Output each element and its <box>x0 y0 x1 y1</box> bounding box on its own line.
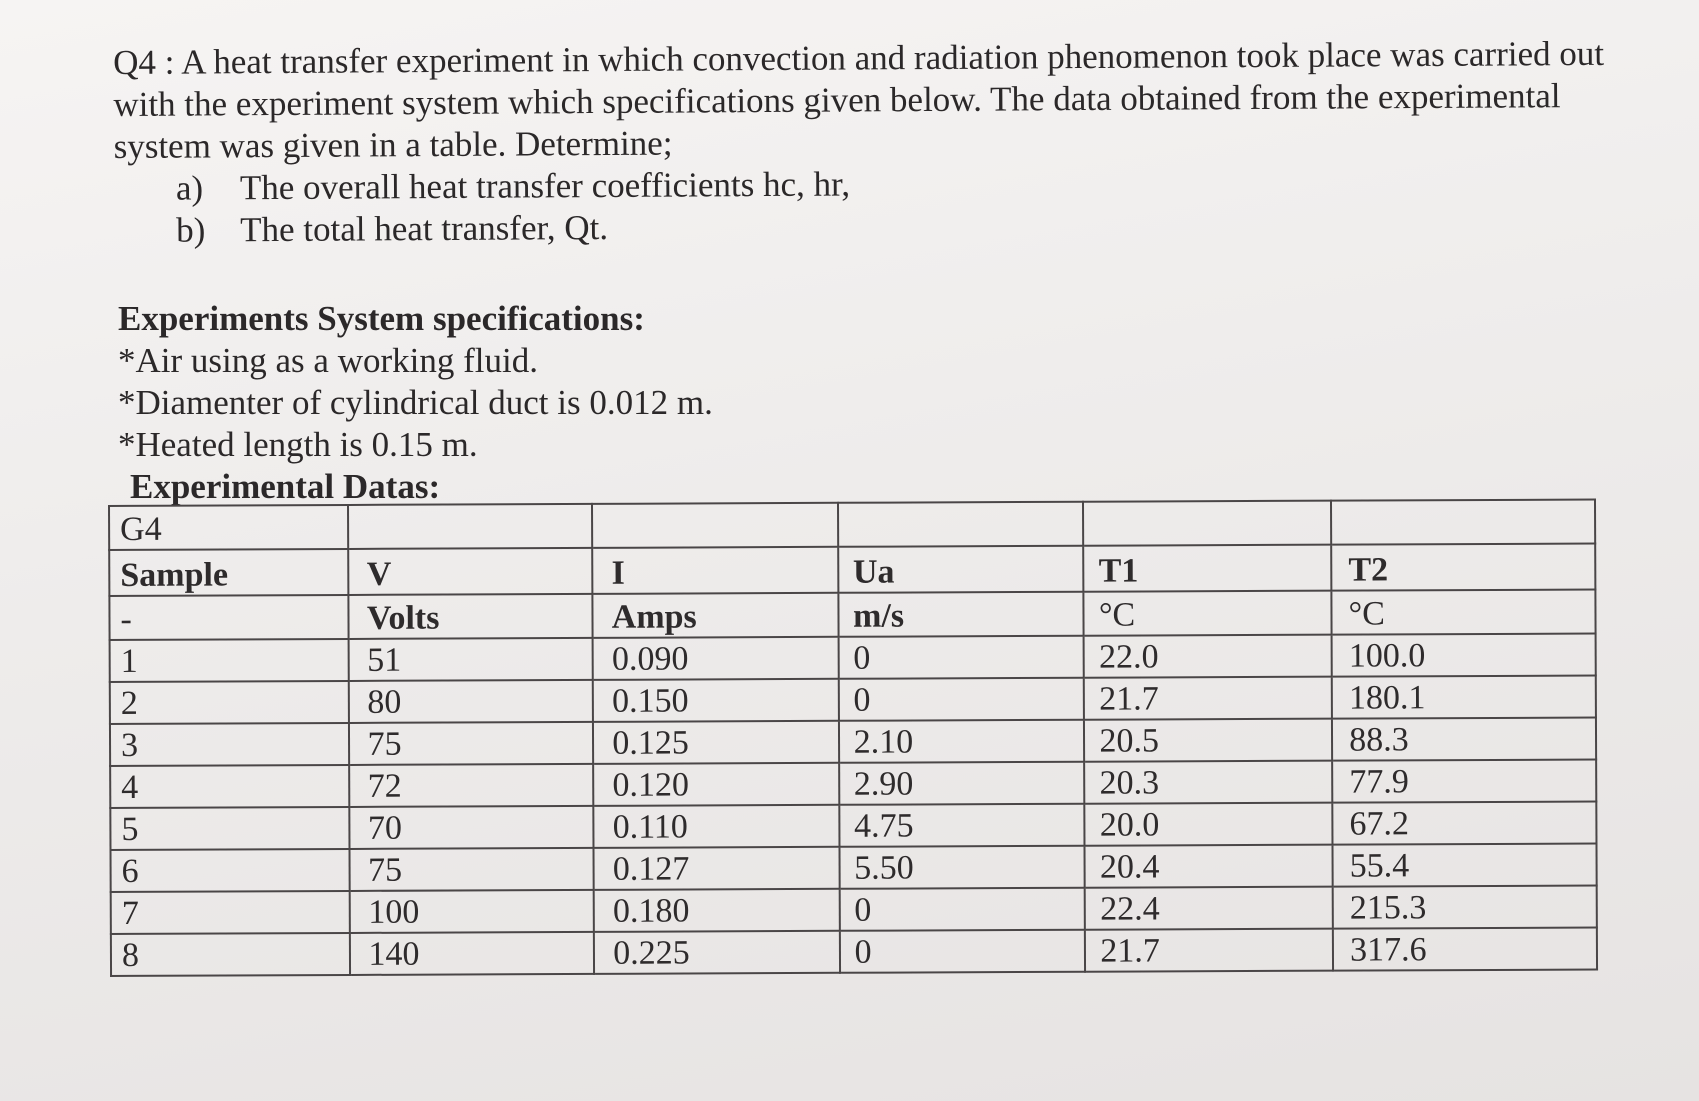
table-cell: 0.110 <box>594 805 840 848</box>
table-cell: 2 <box>110 681 349 724</box>
table-cell: 0.120 <box>593 763 839 806</box>
table-cell: 7 <box>111 891 350 934</box>
table-cell: 5.50 <box>839 846 1085 889</box>
table-units-row <box>109 590 1595 640</box>
table-cell: 4 <box>110 765 349 808</box>
table-cell: 140 <box>349 932 594 975</box>
specs-block <box>118 298 1018 466</box>
subitem-mark: b) <box>176 210 206 250</box>
table-cell: 4.75 <box>839 804 1085 847</box>
column-unit: - <box>109 595 348 640</box>
spec-line: *Heated length is 0.15 m. <box>118 425 478 464</box>
table-cell: 0.090 <box>593 637 839 680</box>
table-row <box>110 718 1596 766</box>
group-label: G4 <box>109 505 348 550</box>
table-cell: 72 <box>349 764 594 807</box>
specs-title: Experiments System specifications: <box>118 299 645 338</box>
table-cell: 0 <box>839 888 1085 931</box>
table-cell: 77.9 <box>1332 760 1596 803</box>
table-row <box>111 928 1597 976</box>
question-label: Q4 <box>113 42 157 82</box>
table-cell <box>1083 501 1331 546</box>
table-cell: 3 <box>110 723 349 766</box>
column-unit: m/s <box>838 592 1084 637</box>
table-cell: 22.4 <box>1085 887 1333 930</box>
table-row <box>111 886 1597 934</box>
table-cell: 317.6 <box>1333 928 1597 971</box>
column-unit: Amps <box>593 593 839 638</box>
table-cell <box>592 503 838 548</box>
column-header: Ua <box>838 546 1084 593</box>
table-cell: 0.180 <box>594 889 840 932</box>
table-cell: 75 <box>349 848 594 891</box>
table-cell: 20.3 <box>1085 761 1333 804</box>
table-cell: 215.3 <box>1333 886 1597 929</box>
subitem-text: The overall heat transfer coefficients hc, hr, <box>239 164 851 208</box>
table-cell <box>838 502 1084 547</box>
table-cell: 0.127 <box>594 847 840 890</box>
table-cell: 51 <box>348 638 593 681</box>
subitem-text: The total heat transfer, Qt. <box>240 207 609 250</box>
table-cell: 67.2 <box>1332 802 1596 845</box>
table-row <box>110 676 1596 724</box>
question-subitems <box>176 159 1614 252</box>
column-unit: °C <box>1084 591 1332 636</box>
table-cell: 0.150 <box>593 679 839 722</box>
table-row <box>111 844 1597 892</box>
column-header: Sample <box>109 549 348 596</box>
table-cell: 6 <box>111 849 350 892</box>
table-cell: 5 <box>110 807 349 850</box>
subitem-b <box>176 201 1614 252</box>
table-cell: 0 <box>838 636 1084 679</box>
column-header: T2 <box>1331 544 1595 591</box>
table-row <box>110 634 1596 682</box>
table-cell: 0.125 <box>593 721 839 764</box>
data-heading: Experimental Datas: <box>130 467 441 506</box>
table-cell: 0 <box>839 930 1085 973</box>
table-cell: 1 <box>110 639 349 682</box>
table-row <box>110 802 1596 850</box>
table-cell: 75 <box>348 722 593 765</box>
question-separator: : <box>155 42 182 82</box>
table-cell: 100.0 <box>1332 634 1596 677</box>
table-group-row <box>109 500 1595 550</box>
column-unit: °C <box>1331 590 1595 635</box>
table-cell: 180.1 <box>1332 676 1596 719</box>
table-cell: 0 <box>838 678 1084 721</box>
column-header: I <box>592 547 838 594</box>
table-cell: 21.7 <box>1084 677 1332 720</box>
table-cell: 100 <box>349 890 594 933</box>
table-row <box>110 760 1596 808</box>
table-cell: 88.3 <box>1332 718 1596 761</box>
table-header-row <box>109 544 1595 596</box>
question-block <box>113 33 1614 252</box>
table-cell: 20.0 <box>1085 803 1333 846</box>
table-cell: 70 <box>349 806 594 849</box>
table-cell: 55.4 <box>1333 844 1597 887</box>
spec-line: *Diamenter of cylindrical duct is 0.012 m. <box>118 383 713 422</box>
table-cell: 8 <box>111 933 350 976</box>
column-header: T1 <box>1084 545 1332 592</box>
spec-line: *Air using as a working fluid. <box>118 341 538 380</box>
table-cell: 80 <box>348 680 593 723</box>
table-cell: 0.225 <box>594 931 840 974</box>
question-paragraph <box>113 33 1614 168</box>
table-cell: 20.5 <box>1084 719 1332 762</box>
question-text: A heat transfer experiment in which convection and radiation phenomenon took place was carried out with the experiment system which specifications given below. The data obtained from the experimental system was given in a table. Determine; <box>113 33 1605 166</box>
column-unit: Volts <box>348 594 593 639</box>
data-table <box>108 499 1598 977</box>
table-cell: 20.4 <box>1085 845 1333 888</box>
table-cell: 22.0 <box>1084 635 1332 678</box>
table-cell: 2.10 <box>839 720 1085 763</box>
subitem-mark: a) <box>175 168 204 208</box>
table-cell <box>348 504 593 549</box>
table-cell: 2.90 <box>839 762 1085 805</box>
column-header: V <box>348 548 593 595</box>
table-cell <box>1331 500 1595 545</box>
table-cell: 21.7 <box>1085 929 1333 972</box>
